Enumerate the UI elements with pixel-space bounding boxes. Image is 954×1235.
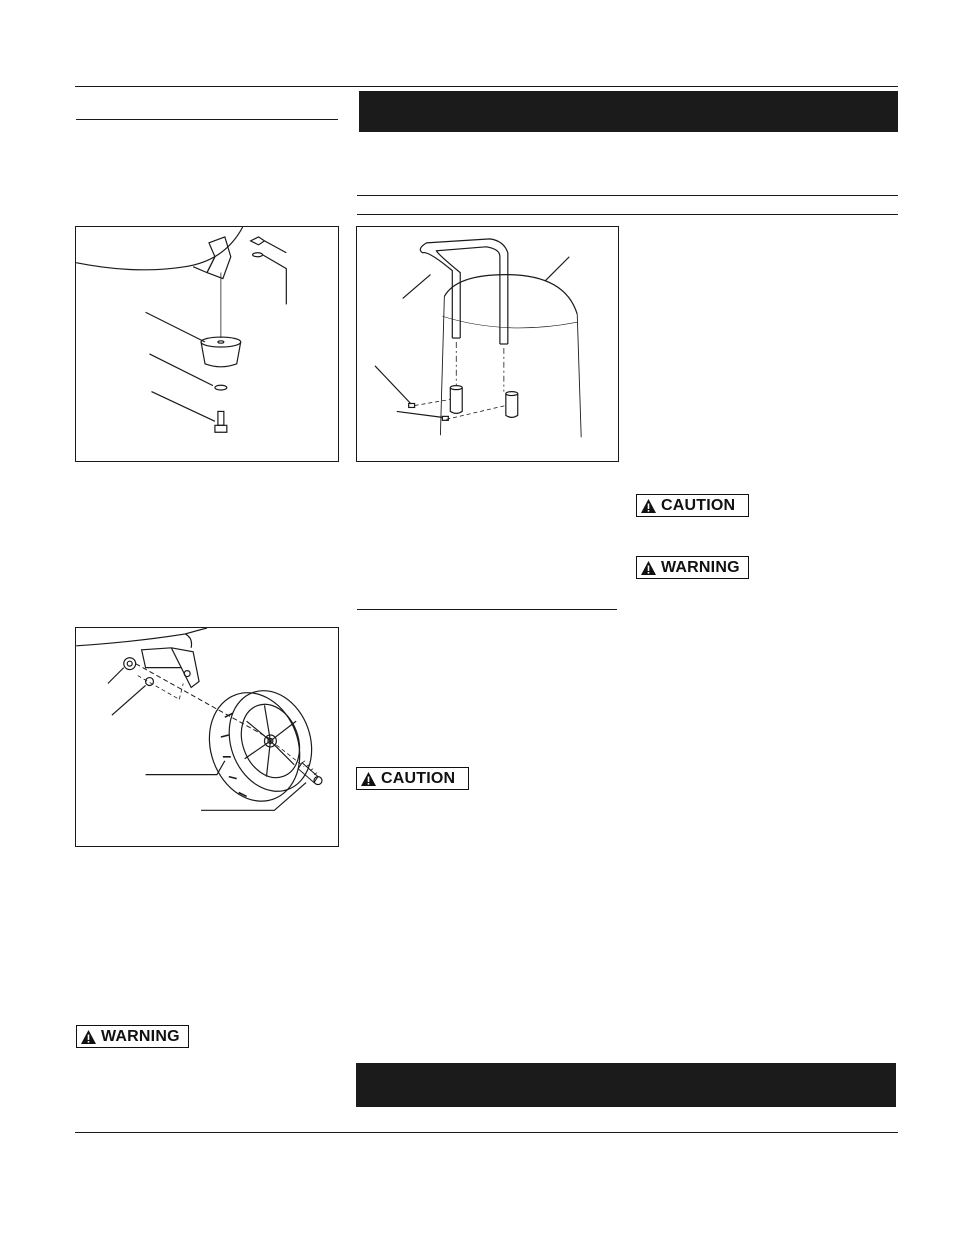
alert-triangle-icon [360, 771, 377, 787]
wheel-assembly-illustration [76, 628, 338, 846]
figure-wheel-assembly [75, 627, 339, 847]
section-header-banner-top [359, 91, 898, 132]
page-bottom-rule [75, 1132, 898, 1133]
middle-section-rule [357, 609, 617, 610]
handle-assembly-illustration [357, 227, 618, 461]
caution-label: CAUTION [661, 496, 736, 514]
warning-label: WARNING [661, 558, 740, 576]
alert-triangle-icon [640, 498, 657, 514]
foot-assembly-illustration [76, 227, 338, 461]
alert-triangle-icon [640, 560, 657, 576]
caution-badge-right [636, 494, 749, 517]
warning-badge-left [76, 1025, 189, 1048]
page-top-rule [75, 86, 898, 87]
subsection-rule-upper [357, 195, 898, 196]
alert-triangle-icon [80, 1029, 97, 1045]
warning-badge-right [636, 556, 749, 579]
figure-handle-assembly [356, 226, 619, 462]
section-header-banner-bottom [356, 1063, 896, 1107]
warning-label: WARNING [101, 1027, 180, 1045]
caution-label: CAUTION [381, 769, 456, 787]
left-section-rule [76, 119, 338, 120]
caution-badge-middle [356, 767, 469, 790]
figure-foot-assembly [75, 226, 339, 462]
subsection-rule-lower [357, 214, 898, 215]
